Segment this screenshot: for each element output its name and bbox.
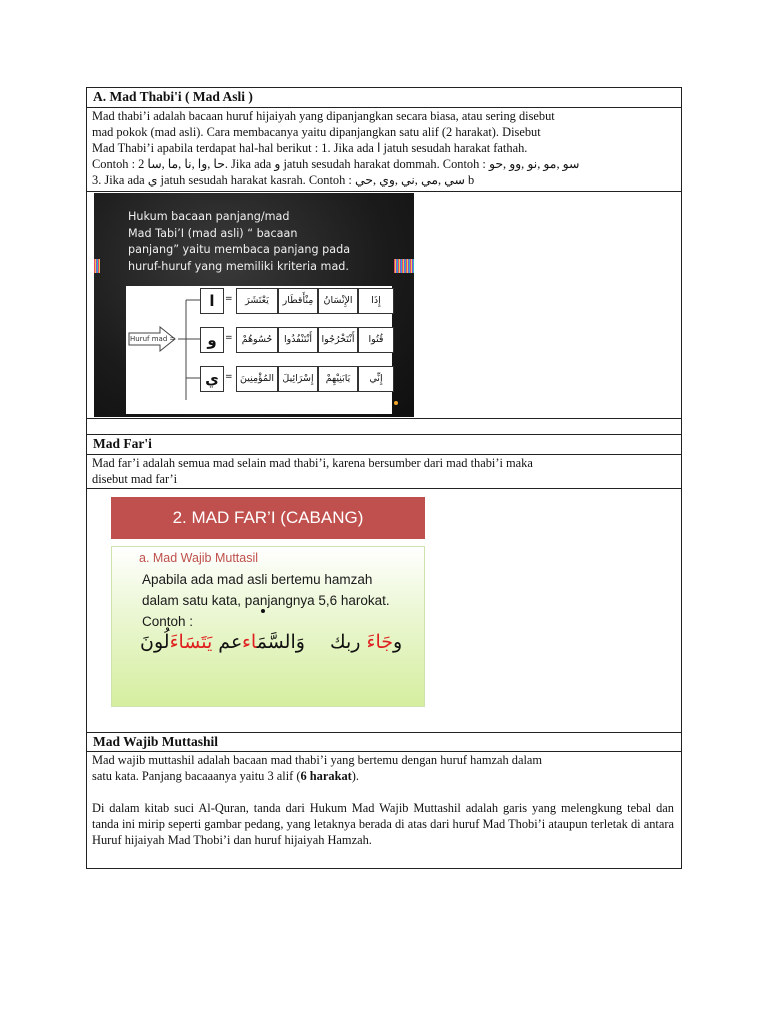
- example-word: المُؤْمِنِينَ: [236, 366, 278, 392]
- example-word: الإِنْسَانُ: [318, 288, 358, 314]
- mad-letter: ي: [200, 366, 224, 392]
- slide-description-line: dalam satu kata, panjangnya 5,6 harokat.: [142, 593, 390, 608]
- decorative-stripe-left: [94, 259, 100, 273]
- slide-caption-line: huruf-huruf yang memiliki kriteria mad.: [128, 259, 349, 273]
- example-word: إِنِّي: [358, 366, 394, 392]
- body-line: disebut mad far’i: [92, 472, 178, 486]
- table-border-top: [86, 87, 682, 88]
- mad-fari-banner: 2. MAD FAR’I (CABANG): [111, 497, 425, 539]
- mad-fari-heading: Mad Far'i: [93, 436, 152, 451]
- example-word: حُسُوهُمْ: [236, 327, 278, 353]
- arabic-example-text: لُونَ: [140, 631, 170, 653]
- slide-description: [142, 569, 422, 632]
- body-line: Mad Thabi’i apabila terdapat hal-hal berikut : 1. Jika ada ا jatuh sesudah harakat fathah.: [92, 141, 528, 155]
- slide-caption: [128, 209, 398, 275]
- body-line: Mad far’i adalah semua mad selain mad thabi’i, karena bersumber dari mad thabi’i maka: [92, 456, 533, 470]
- arabic-example-text: عم: [212, 631, 243, 653]
- huruf-mad-row: [200, 325, 392, 353]
- arabic-example-highlight: اء: [242, 631, 257, 653]
- mad-wajib-muttashil-body: [92, 752, 674, 848]
- arabic-example-text: وَالسَّمَ: [256, 631, 305, 653]
- slide-caption-line: Hukum bacaan panjang/mad: [128, 210, 290, 223]
- body-paragraph: Di dalam kitab suci Al-Quran, tanda dari Hukum Mad Wajib Muttashil adalah garis yang melengkung tebal dan tanda ini mirip seperti gambar pedang, yang letaknya berada di atas dari huruf Mad Thobi’i ataupun terletak di antara Huruf hijaiyah Mad Thobi’i dan huruf hijaiyah Hamzah.: [92, 801, 674, 847]
- arabic-example-highlight: يَتَسَاءَ: [169, 631, 213, 653]
- body-line: [92, 768, 674, 784]
- slide-caption-line: Mad Tabi’I (mad asli) “ bacaan: [128, 226, 298, 240]
- mad-thabii-body: [92, 108, 680, 188]
- row-divider: [86, 488, 682, 489]
- arabic-example-2: [242, 631, 305, 653]
- body-line: Mad thabi’i adalah bacaan huruf hijaiyah yang dipanjangkan secara biasa, atau sering disebut: [92, 109, 555, 123]
- paragraph-spacer: [92, 784, 674, 800]
- slide-bullet-dot: [394, 401, 398, 405]
- bullet-dot: [261, 609, 265, 613]
- body-text-bold: 6 harakat: [300, 769, 352, 783]
- example-word: أَنْتَخْرُجُوا: [318, 327, 358, 353]
- row-divider: [86, 418, 682, 419]
- body-line: mad pokok (mad asli). Cara membacanya yaitu dipanjangkan satu alif (2 harakat). Disebut: [92, 125, 541, 139]
- mad-letter: و: [200, 327, 224, 353]
- slide-caption-line: panjang” yaitu membaca panjang pada: [128, 243, 351, 256]
- equals-sign: =: [225, 372, 233, 382]
- row-divider: [86, 732, 682, 733]
- example-word: قُتُوا: [358, 327, 394, 353]
- mad-wajib-muttasil-slide: [111, 546, 425, 707]
- body-text-part: satu kata. Panjang bacaaanya yaitu 3 alif (: [92, 769, 301, 783]
- mad-wajib-muttashil-heading: Mad Wajib Muttashil: [93, 734, 219, 749]
- arabic-example-text: ربك: [330, 631, 367, 653]
- huruf-mad-row: [200, 364, 392, 392]
- body-line: Contoh : 2 حا ,وا ,نا ,ما ,سا. Jika ada و jatuh sesudah harakat dommah. Contoh : سو ,مو ,نو ,وو ,حو: [92, 157, 580, 171]
- body-line: Mad wajib muttashil adalah bacaan mad thabi’i yang bertemu dengan huruf hamzah dalam: [92, 753, 543, 767]
- example-word: أَنْتَنْفُذُوا: [278, 327, 318, 353]
- arabic-example-1: [330, 631, 402, 653]
- example-word: إِسْرَائِيلَ: [278, 366, 318, 392]
- huruf-mad-label: Huruf mad =: [130, 335, 176, 343]
- arabic-example-3: [140, 631, 242, 653]
- arabic-example-text: و: [392, 631, 403, 653]
- mad-fari-body: [92, 455, 680, 487]
- mad-letter: ا: [200, 288, 224, 314]
- mad-thabii-heading: A. Mad Thabi'i ( Mad Asli ): [93, 89, 253, 104]
- row-divider: [86, 434, 682, 435]
- mad-asli-slide-image: [94, 193, 414, 417]
- example-word: مِنْأَقطَار: [278, 288, 318, 314]
- bracket-lines: [178, 286, 200, 414]
- example-word: إِذَا: [358, 288, 394, 314]
- example-word: يَابَنِيْهِمْ: [318, 366, 358, 392]
- arabic-example-highlight: جَاءَ: [366, 631, 393, 653]
- equals-sign: =: [225, 333, 233, 343]
- slide-description-line: Contoh :: [142, 614, 194, 629]
- body-text-part: ).: [351, 769, 360, 783]
- example-word: يَعْتَشَرَ: [236, 288, 278, 314]
- equals-sign: =: [225, 294, 233, 304]
- body-line: 3. Jika ada ي jatuh sesudah harakat kasrah. Contoh : سي ,مي ,ني ,وي ,حي b: [92, 173, 475, 187]
- slide-subtitle: a. Mad Wajib Muttasil: [139, 551, 259, 565]
- slide-description-line: Apabila ada mad asli bertemu hamzah: [142, 572, 373, 587]
- huruf-mad-table: [126, 286, 392, 414]
- huruf-mad-row: [200, 286, 392, 314]
- table-border-bottom: [86, 868, 682, 869]
- row-divider: [86, 191, 682, 192]
